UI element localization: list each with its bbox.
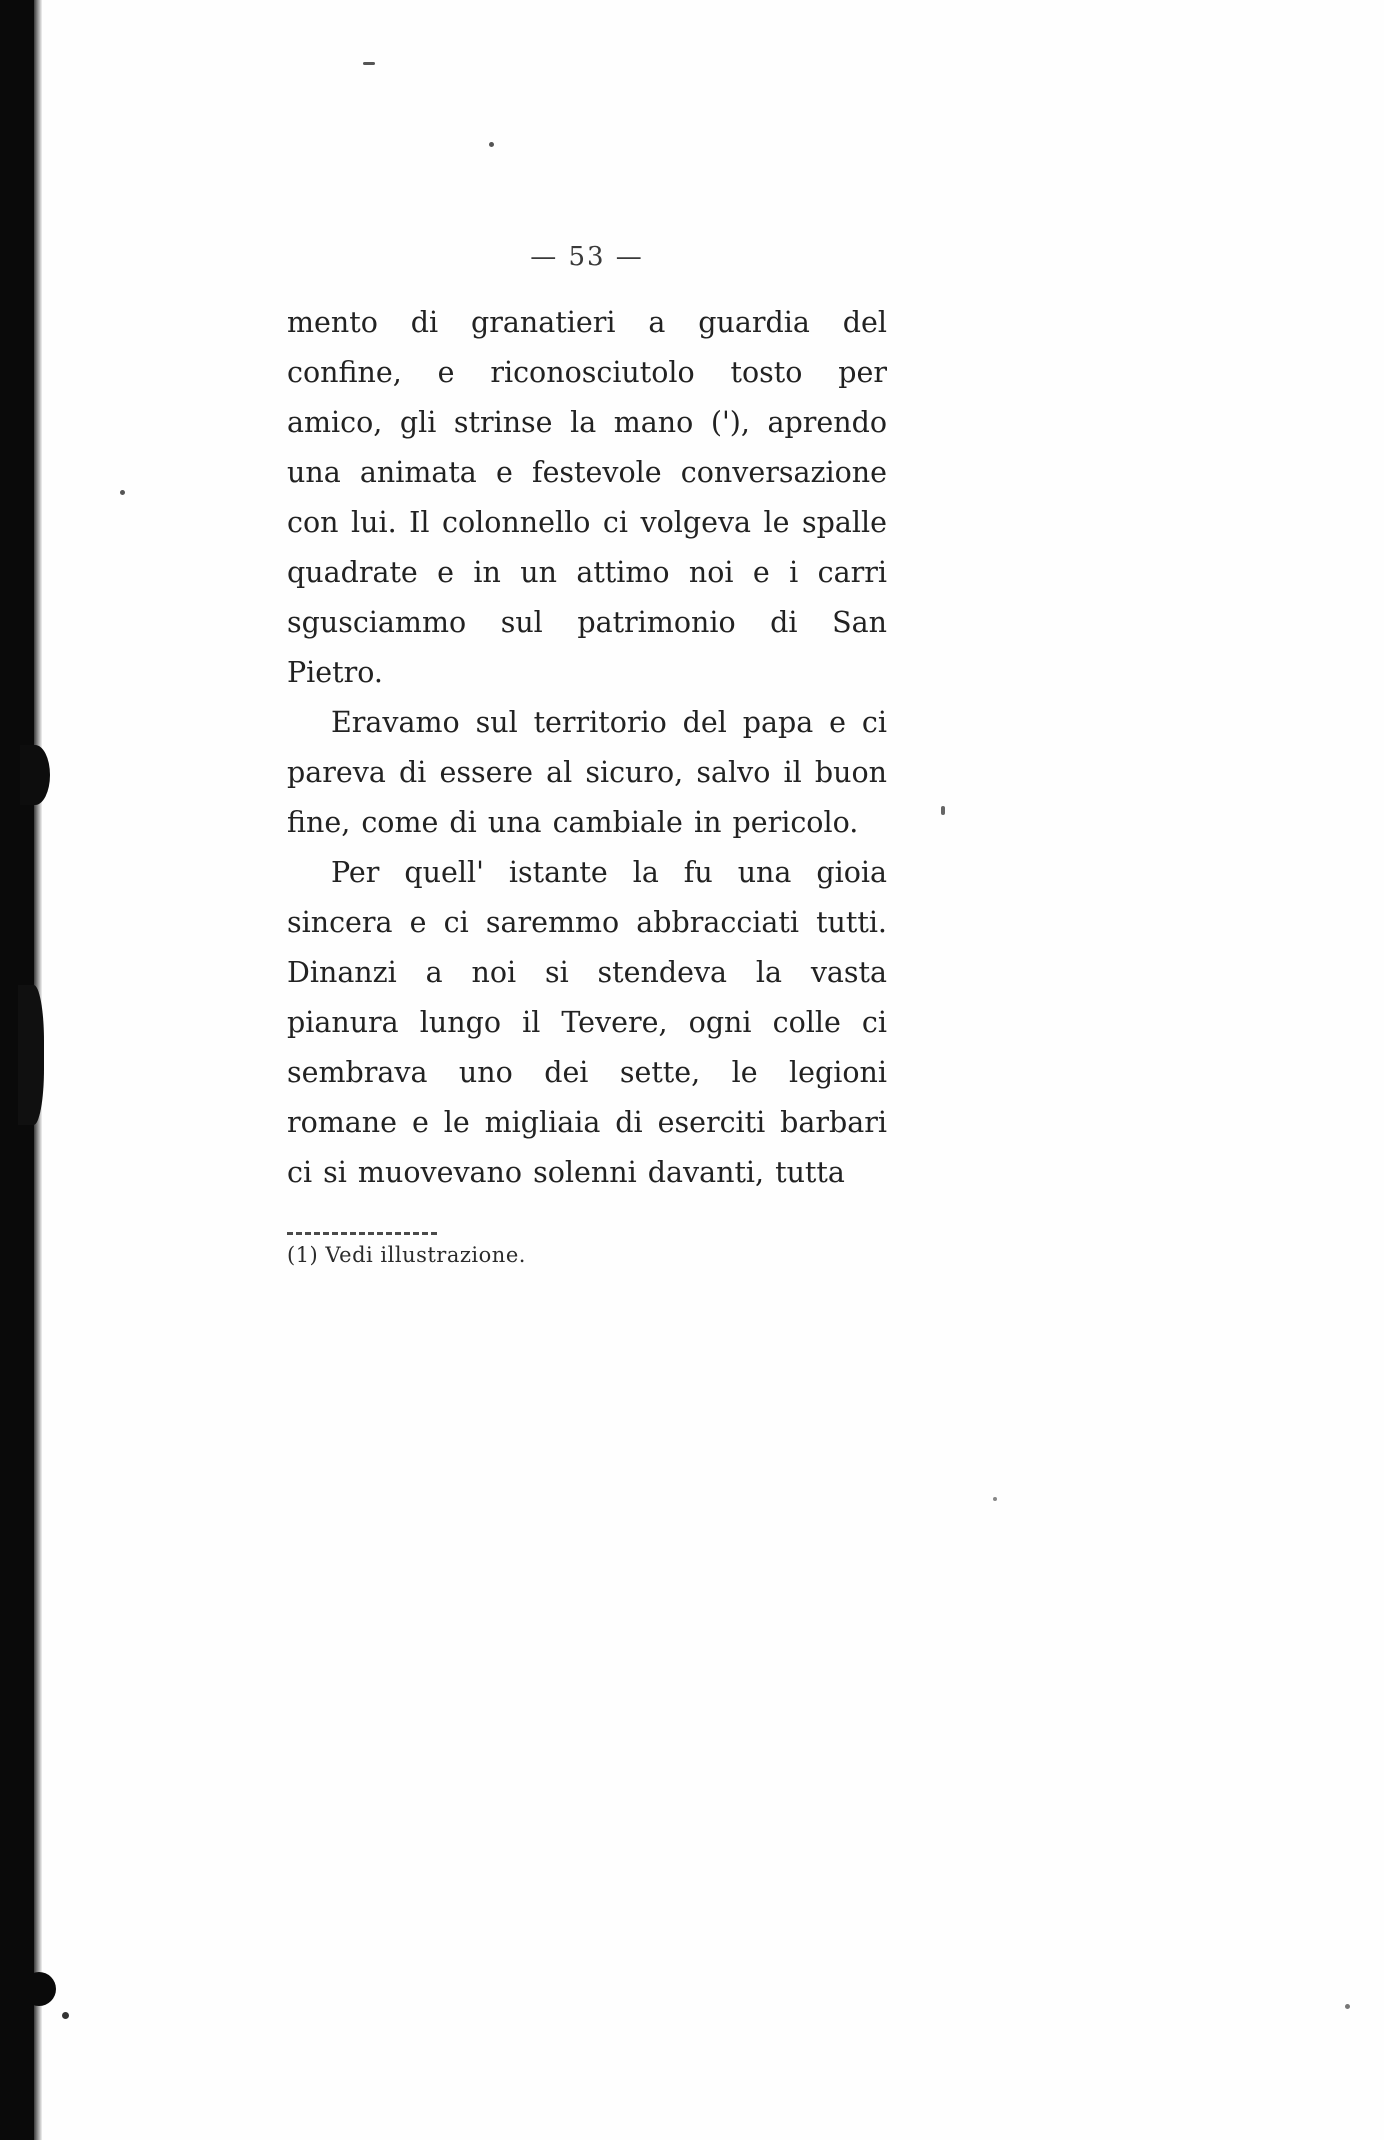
scan-speck bbox=[489, 142, 494, 147]
footnote: (1) Vedi illustrazione. bbox=[287, 1243, 526, 1267]
scan-speck bbox=[120, 490, 125, 495]
scan-speck bbox=[363, 62, 375, 65]
binding-ink-blob bbox=[22, 1972, 56, 2006]
footnote-separator bbox=[287, 1232, 437, 1235]
scan-speck bbox=[993, 1497, 997, 1501]
scan-speck bbox=[941, 806, 945, 815]
binding-ink-bump bbox=[18, 985, 44, 1125]
text-block bbox=[287, 242, 887, 1267]
binding-ink-bump bbox=[20, 745, 50, 805]
paragraph: Eravamo sul territorio del papa e ci pareva di essere al sicuro, salvo il buon fine, come di una cambiale in pericolo. bbox=[287, 706, 887, 839]
paragraph: Per quell' istante la fu una gioia sincera e ci saremmo abbracciati tutti. Dinanzi a noi si stendeva la vasta pianura lungo il Tevere, ogni colle ci sembrava uno dei sette, le legioni romane e le migliaia di eserciti barbari ci si muovevano solenni davanti, tutta bbox=[287, 856, 887, 1189]
scan-speck bbox=[1345, 2004, 1350, 2009]
paragraph-continuation: mento di granatieri a guardia del confine, e riconosciutolo tosto per amico, gli strinse la mano ('), aprendo una animata e festevole conversazione con lui. Il colonnello ci volgeva le spalle quadrate e in un attimo noi e i carri sgusciammo sul patrimonio di San Pietro. bbox=[287, 306, 887, 689]
scan-speck bbox=[62, 2012, 69, 2019]
page-number: — 53 — bbox=[530, 242, 644, 272]
